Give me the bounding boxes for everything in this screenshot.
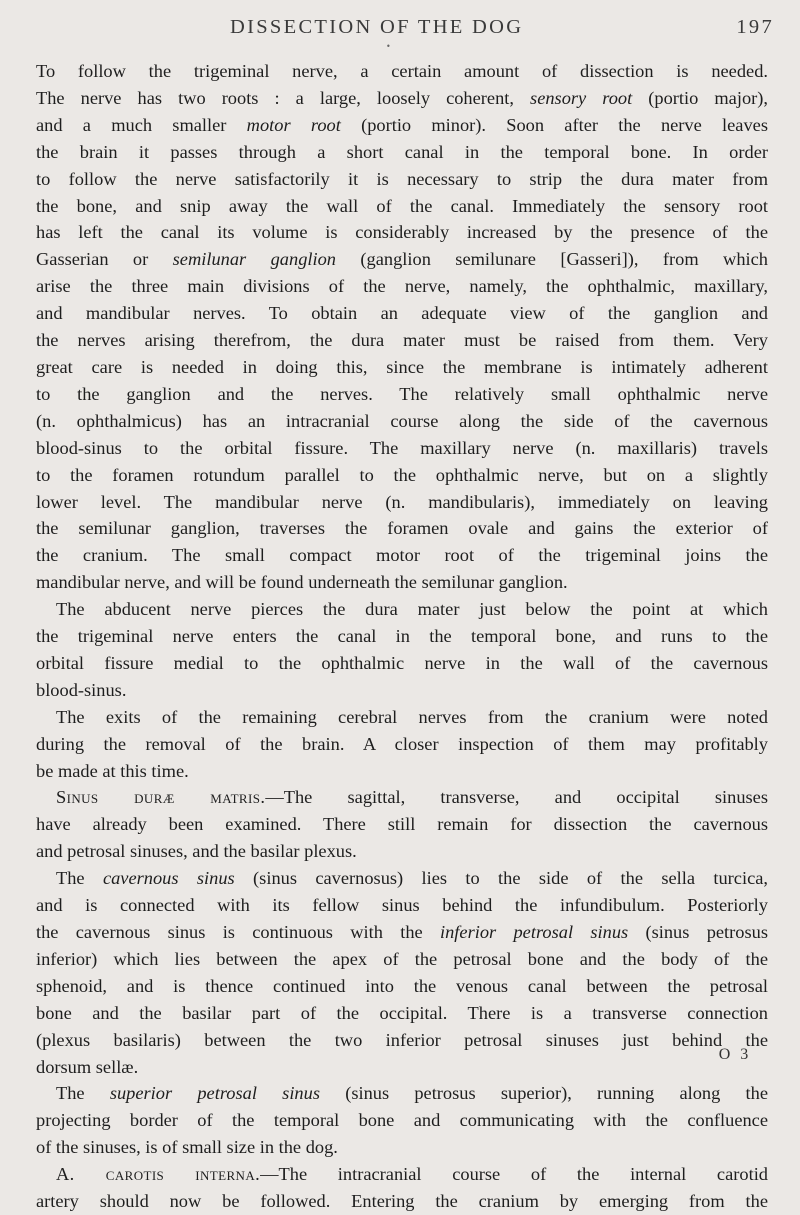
text-line: mandibular nerve, and will be found underneath the semilunar ganglion. <box>36 572 568 593</box>
running-header <box>38 16 774 46</box>
stray-mark: • <box>386 42 391 51</box>
signature-mark: O 3 <box>718 1046 752 1063</box>
text-line: The abducent nerve pierces the dura mater just below the point at which <box>56 599 768 620</box>
text-line: blood-sinus to the orbital fissure. The maxillary nerve (n. maxillaris) travels <box>36 437 768 458</box>
text-line: inferior) which lies between the apex of the petrosal bone and the body of the <box>36 948 768 969</box>
text-line: projecting border of the temporal bone and communicating with the confluence <box>36 1110 768 1131</box>
text-line: bone and the basilar part of the occipital. There is a transverse connection <box>36 1002 768 1023</box>
text-line: artery should now be followed. Entering the cranium by emerging from the <box>36 1191 768 1212</box>
text-line: be made at this time. <box>36 760 189 781</box>
text-line: have already been examined. There still remain for dissection the cavernous <box>36 814 768 835</box>
text-line: has left the canal its volume is considerably increased by the presence of the <box>36 222 768 243</box>
text-line: A. carotis interna.—The intracranial course of the internal carotid <box>56 1164 768 1185</box>
text-line: the cavernous sinus is continuous with the inferior petrosal sinus (sinus petrosus <box>36 922 768 942</box>
text-line: of the sinuses, is of small size in the dog. <box>36 1137 338 1158</box>
text-line: the nerves arising therefrom, the dura mater must be raised from them. Very <box>36 330 768 351</box>
text-line: during the removal of the brain. A closer inspection of them may profitably <box>36 733 768 754</box>
text-line: the bone, and snip away the wall of the canal. Immediately the sensory root <box>36 195 768 216</box>
text-line: The nerve has two roots : a large, loosely coherent, sensory root (portio major), <box>36 87 768 108</box>
text-line: and is connected with its fellow sinus behind the infundibulum. Posteriorly <box>36 895 768 916</box>
text-line: Sinus duræ matris.—The sagittal, transverse, and occipital sinuses <box>56 787 768 808</box>
text-line: the brain it passes through a short canal in the temporal bone. In order <box>36 141 768 162</box>
text-line: to the ganglion and the nerves. The relatively small ophthalmic nerve <box>36 383 768 404</box>
text-line: The superior petrosal sinus (sinus petrosus superior), running along the <box>56 1083 769 1104</box>
text-line: To follow the trigeminal nerve, a certain amount of dissection is needed. <box>36 61 768 81</box>
body-text <box>36 58 768 1215</box>
text-line: dorsum sellæ. <box>36 1056 139 1077</box>
text-line: The cavernous sinus (sinus cavernosus) lies to the side of the sella turcica, <box>56 868 768 889</box>
text-line: lower level. The mandibular nerve (n. mandibularis), immediately on leaving <box>36 491 768 512</box>
text-line: blood-sinus. <box>36 679 127 700</box>
text-line: to the foramen rotundum parallel to the ophthalmic nerve, but on a slightly <box>36 464 768 485</box>
text-line: sphenoid, and is thence continued into the venous canal between the petrosal <box>36 975 768 996</box>
text-line: The exits of the remaining cerebral nerves from the cranium were noted <box>56 706 768 727</box>
page-number: 197 <box>736 16 774 38</box>
text-line: the semilunar ganglion, traverses the foramen ovale and gains the exterior of <box>36 518 768 539</box>
text-line: (plexus basilaris) between the two inferior petrosal sinuses just behind the <box>36 1029 768 1050</box>
text-line: (n. ophthalmicus) has an intracranial course along the side of the cavernous <box>36 410 768 431</box>
text-line: the trigeminal nerve enters the canal in the temporal bone, and runs to the <box>36 626 768 647</box>
text-line: great care is needed in doing this, since the membrane is intimately adherent <box>36 356 768 377</box>
text-line: to follow the nerve satisfactorily it is necessary to strip the dura mater from <box>36 168 768 189</box>
text-line: and mandibular nerves. To obtain an adequate view of the ganglion and <box>36 303 768 324</box>
text-line: and a much smaller motor root (portio minor). Soon after the nerve leaves <box>36 114 768 135</box>
text-line: and petrosal sinuses, and the basilar plexus. <box>36 841 357 862</box>
text-line: Gasserian or semilunar ganglion (ganglion semilunare [Gasseri]), from which <box>36 249 768 270</box>
running-title: DISSECTION OF THE DOG <box>230 16 524 38</box>
text-line: arise the three main divisions of the nerve, namely, the ophthalmic, maxillary, <box>36 276 768 297</box>
text-line: orbital fissure medial to the ophthalmic nerve in the wall of the cavernous <box>36 652 768 673</box>
text-line: the cranium. The small compact motor root of the trigeminal joins the <box>36 545 768 566</box>
